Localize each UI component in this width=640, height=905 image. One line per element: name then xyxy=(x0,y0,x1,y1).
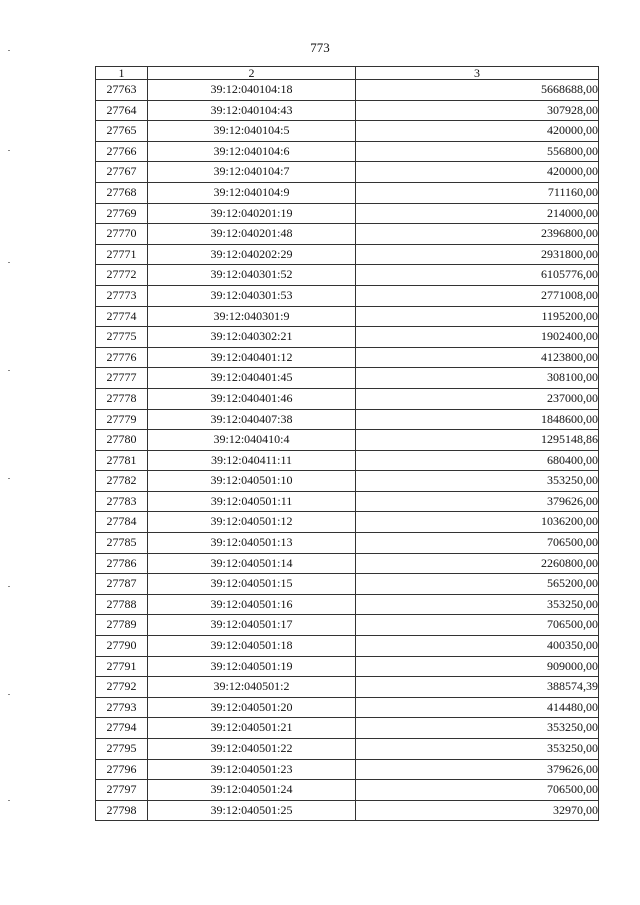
cadastral-value: 2771008,00 xyxy=(356,285,599,306)
row-number: 27797 xyxy=(96,780,148,801)
row-number: 27789 xyxy=(96,615,148,636)
cadastral-number: 39:12:040501:23 xyxy=(148,759,356,780)
cadastral-value: 32970,00 xyxy=(356,800,599,821)
cadastral-number: 39:12:040501:11 xyxy=(148,491,356,512)
cadastral-number: 39:12:040104:43 xyxy=(148,100,356,121)
scan-mark xyxy=(8,694,10,695)
page-number: 773 xyxy=(310,40,330,55)
row-number: 27792 xyxy=(96,677,148,698)
row-number: 27774 xyxy=(96,306,148,327)
cadastral-number: 39:12:040501:19 xyxy=(148,656,356,677)
cadastral-value: 1036200,00 xyxy=(356,512,599,533)
table-row xyxy=(96,182,599,203)
cadastral-number: 39:12:040401:46 xyxy=(148,388,356,409)
table-row xyxy=(96,203,599,224)
row-number: 27788 xyxy=(96,594,148,615)
cadastral-number: 39:12:040501:16 xyxy=(148,594,356,615)
scan-mark xyxy=(8,370,10,371)
scan-mark xyxy=(8,586,10,587)
table-row xyxy=(96,80,599,101)
scan-mark xyxy=(8,150,10,151)
cadastral-number: 39:12:040104:18 xyxy=(148,80,356,101)
column-header-1: 1 xyxy=(96,67,148,80)
cadastral-number: 39:12:040501:21 xyxy=(148,718,356,739)
cadastral-number: 39:12:040501:10 xyxy=(148,471,356,492)
cadastral-value: 1295148,86 xyxy=(356,430,599,451)
cadastral-value: 706500,00 xyxy=(356,780,599,801)
cadastral-value: 4123800,00 xyxy=(356,347,599,368)
table-row xyxy=(96,347,599,368)
cadastral-value: 420000,00 xyxy=(356,121,599,142)
row-number: 27779 xyxy=(96,409,148,430)
cadastral-value: 379626,00 xyxy=(356,759,599,780)
row-number: 27790 xyxy=(96,636,148,657)
row-number: 27773 xyxy=(96,285,148,306)
cadastral-value: 2260800,00 xyxy=(356,553,599,574)
row-number: 27771 xyxy=(96,244,148,265)
cadastral-number: 39:12:040501:17 xyxy=(148,615,356,636)
table-row xyxy=(96,759,599,780)
table-row xyxy=(96,636,599,657)
cadastral-value: 711160,00 xyxy=(356,182,599,203)
cadastral-number: 39:12:040104:9 xyxy=(148,182,356,203)
cadastral-number: 39:12:040501:13 xyxy=(148,533,356,554)
cadastral-value: 388574,39 xyxy=(356,677,599,698)
scan-mark xyxy=(8,50,10,51)
row-number: 27794 xyxy=(96,718,148,739)
cadastral-value: 379626,00 xyxy=(356,491,599,512)
row-number: 27775 xyxy=(96,327,148,348)
table-row xyxy=(96,739,599,760)
row-number: 27795 xyxy=(96,739,148,760)
table-row xyxy=(96,656,599,677)
cadastral-value: 308100,00 xyxy=(356,368,599,389)
cadastral-value-table xyxy=(95,66,599,821)
row-number: 27763 xyxy=(96,80,148,101)
cadastral-value: 1902400,00 xyxy=(356,327,599,348)
table-row xyxy=(96,265,599,286)
header-row xyxy=(96,67,599,80)
table-row xyxy=(96,800,599,821)
row-number: 27772 xyxy=(96,265,148,286)
cadastral-value: 706500,00 xyxy=(356,533,599,554)
cadastral-value: 414480,00 xyxy=(356,697,599,718)
cadastral-number: 39:12:040501:12 xyxy=(148,512,356,533)
table-row xyxy=(96,574,599,595)
row-number: 27768 xyxy=(96,182,148,203)
table-row xyxy=(96,553,599,574)
cadastral-value: 353250,00 xyxy=(356,739,599,760)
table-row xyxy=(96,533,599,554)
cadastral-value: 1195200,00 xyxy=(356,306,599,327)
cadastral-number: 39:12:040501:20 xyxy=(148,697,356,718)
cadastral-number: 39:12:040501:14 xyxy=(148,553,356,574)
table-header xyxy=(96,67,599,80)
cadastral-value: 353250,00 xyxy=(356,594,599,615)
table-row xyxy=(96,780,599,801)
cadastral-value: 706500,00 xyxy=(356,615,599,636)
table-row xyxy=(96,100,599,121)
cadastral-value: 353250,00 xyxy=(356,471,599,492)
row-number: 27798 xyxy=(96,800,148,821)
row-number: 27783 xyxy=(96,491,148,512)
table-row xyxy=(96,615,599,636)
cadastral-value: 420000,00 xyxy=(356,162,599,183)
table-row xyxy=(96,224,599,245)
table-row xyxy=(96,244,599,265)
table-row xyxy=(96,471,599,492)
table-row xyxy=(96,162,599,183)
table-row xyxy=(96,430,599,451)
table-row xyxy=(96,306,599,327)
table-row xyxy=(96,327,599,348)
row-number: 27784 xyxy=(96,512,148,533)
cadastral-value: 565200,00 xyxy=(356,574,599,595)
table-row xyxy=(96,491,599,512)
table-row xyxy=(96,450,599,471)
cadastral-value: 5668688,00 xyxy=(356,80,599,101)
cadastral-number: 39:12:040104:7 xyxy=(148,162,356,183)
row-number: 27787 xyxy=(96,574,148,595)
row-number: 27764 xyxy=(96,100,148,121)
cadastral-number: 39:12:040104:6 xyxy=(148,141,356,162)
scan-mark xyxy=(8,800,10,801)
row-number: 27776 xyxy=(96,347,148,368)
table-row xyxy=(96,512,599,533)
row-number: 27769 xyxy=(96,203,148,224)
cadastral-value: 214000,00 xyxy=(356,203,599,224)
cadastral-number: 39:12:040401:12 xyxy=(148,347,356,368)
cadastral-number: 39:12:040501:18 xyxy=(148,636,356,657)
table-row xyxy=(96,388,599,409)
cadastral-value: 556800,00 xyxy=(356,141,599,162)
cadastral-value: 1848600,00 xyxy=(356,409,599,430)
scan-mark xyxy=(8,478,10,479)
cadastral-value: 237000,00 xyxy=(356,388,599,409)
cadastral-number: 39:12:040501:22 xyxy=(148,739,356,760)
table-row xyxy=(96,677,599,698)
table-row xyxy=(96,285,599,306)
cadastral-number: 39:12:040411:11 xyxy=(148,450,356,471)
row-number: 27765 xyxy=(96,121,148,142)
row-number: 27786 xyxy=(96,553,148,574)
row-number: 27778 xyxy=(96,388,148,409)
row-number: 27780 xyxy=(96,430,148,451)
row-number: 27785 xyxy=(96,533,148,554)
cadastral-number: 39:12:040301:9 xyxy=(148,306,356,327)
table-row xyxy=(96,368,599,389)
cadastral-number: 39:12:040501:2 xyxy=(148,677,356,698)
cadastral-value: 2396800,00 xyxy=(356,224,599,245)
row-number: 27766 xyxy=(96,141,148,162)
scan-mark xyxy=(8,262,10,263)
row-number: 27796 xyxy=(96,759,148,780)
row-number: 27767 xyxy=(96,162,148,183)
table-row xyxy=(96,697,599,718)
row-number: 27782 xyxy=(96,471,148,492)
cadastral-number: 39:12:040201:19 xyxy=(148,203,356,224)
cadastral-value: 680400,00 xyxy=(356,450,599,471)
cadastral-number: 39:12:040410:4 xyxy=(148,430,356,451)
column-header-2: 2 xyxy=(148,67,356,80)
row-number: 27781 xyxy=(96,450,148,471)
cadastral-number: 39:12:040104:5 xyxy=(148,121,356,142)
cadastral-value: 6105776,00 xyxy=(356,265,599,286)
cadastral-number: 39:12:040202:29 xyxy=(148,244,356,265)
cadastral-number: 39:12:040301:53 xyxy=(148,285,356,306)
cadastral-number: 39:12:040401:45 xyxy=(148,368,356,389)
table-row xyxy=(96,141,599,162)
cadastral-number: 39:12:040501:25 xyxy=(148,800,356,821)
cadastral-value: 400350,00 xyxy=(356,636,599,657)
cadastral-value: 353250,00 xyxy=(356,718,599,739)
row-number: 27791 xyxy=(96,656,148,677)
row-number: 27777 xyxy=(96,368,148,389)
cadastral-value: 2931800,00 xyxy=(356,244,599,265)
table-row xyxy=(96,409,599,430)
cadastral-number: 39:12:040501:15 xyxy=(148,574,356,595)
cadastral-number: 39:12:040407:38 xyxy=(148,409,356,430)
cadastral-number: 39:12:040301:52 xyxy=(148,265,356,286)
column-header-3: 3 xyxy=(356,67,599,80)
cadastral-value: 307928,00 xyxy=(356,100,599,121)
table-row xyxy=(96,121,599,142)
row-number: 27770 xyxy=(96,224,148,245)
row-number: 27793 xyxy=(96,697,148,718)
cadastral-number: 39:12:040201:48 xyxy=(148,224,356,245)
table-body xyxy=(96,80,599,821)
cadastral-number: 39:12:040302:21 xyxy=(148,327,356,348)
table-row xyxy=(96,594,599,615)
cadastral-number: 39:12:040501:24 xyxy=(148,780,356,801)
table-row xyxy=(96,718,599,739)
cadastral-value: 909000,00 xyxy=(356,656,599,677)
